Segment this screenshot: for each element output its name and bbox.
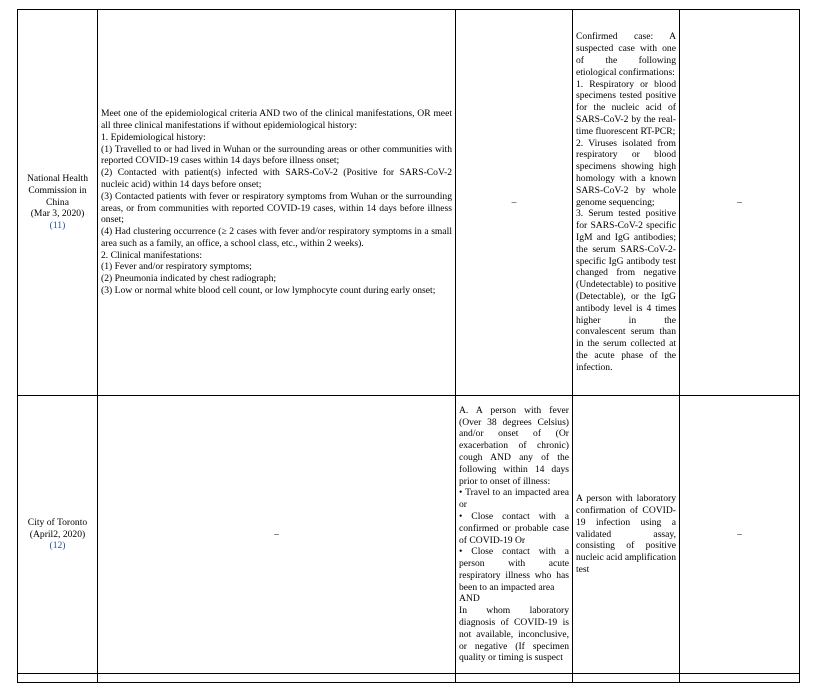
- definitions-table: [17, 9, 800, 683]
- source-name: City of Toronto: [27, 516, 88, 528]
- criteria-line: (2) Contacted with patient(s) infected with SARS-CoV-2 (Positive for SARS-CoV-2 nucleic acid) within 14 days before onset;: [101, 167, 452, 190]
- criteria-line: (1) Travelled to or had lived in Wuhan or the surrounding areas or other communities with reported COVID-19 cases within 14 days before illness onset;: [101, 143, 452, 167]
- criteria-line: (3) Contacted patients with fever or respiratory symptoms from Wuhan or the surrounding areas, or from communities with reported COVID-19 cases, within 14 days before illness onset;: [101, 190, 452, 226]
- criteria-line: (1) Fever and/or respiratory symptoms;: [101, 261, 252, 273]
- empty-cell: [18, 674, 98, 683]
- empty-cell: [98, 674, 456, 683]
- probable-line: A. A person with fever (Over 38 degrees Celsius) and/or onset of (Or exacerbation of chronic) cough AND any of the following within 14 days prior to onset of illness:: [459, 404, 569, 487]
- table-row: [18, 674, 800, 683]
- confirmed-line: 2. Viruses isolated from respiratory or blood specimens showing high homology with a known SARS-CoV-2 by whole genome sequencing;: [576, 137, 676, 208]
- probable-line: • Travel to an impacted area or: [459, 487, 569, 511]
- confirmed-case-cell: [573, 10, 680, 396]
- empty-cell: [456, 674, 573, 683]
- criteria-line: 1. Epidemiological history:: [101, 131, 206, 143]
- empty-cell: –: [680, 10, 800, 396]
- criteria-line: (2) Pneumonia indicated by chest radiograph;: [101, 273, 277, 285]
- criteria-line: (3) Low or normal white blood cell count, or low lymphocyte count during early onset;: [101, 285, 436, 297]
- criteria-line: 2. Clinical manifestations:: [101, 249, 202, 261]
- source-cell: [18, 10, 98, 396]
- table-row: [18, 396, 800, 674]
- confirmed-line: 1. Respiratory or blood specimens tested positive for the nucleic acid of SARS-CoV-2 by the real-time fluorescent RT-PCR;: [576, 78, 676, 137]
- empty-cell: –: [680, 396, 800, 674]
- source-date: (April2, 2020): [29, 528, 86, 540]
- source-cell: [18, 396, 98, 674]
- confirmed-case-cell: A person with laboratory confirmation of COVID-19 infection using a validated assay, consisting of positive nucleic acid amplification test: [573, 396, 680, 674]
- criteria-cell: [98, 10, 456, 396]
- criteria-intro: Meet one of the epidemiological criteria AND two of the clinical manifestations, OR meet all three clinical manifestations if without epidemiological history:: [101, 108, 452, 131]
- probable-case-cell: [456, 396, 573, 674]
- reference-link[interactable]: (11): [49, 220, 66, 232]
- confirmed-line: 3. Serum tested positive for SARS-CoV-2 specific IgM and IgG antibodies; the serum SARS-CoV-2-specific IgG antibody test changed from negative (Undetectable) to positive (Detectable), or the IgG antibody level is 4 times higher in the convalescent serum than in the serum collected at the acute phase of the infection.: [576, 208, 676, 373]
- source-date: (Mar 3, 2020): [30, 208, 85, 220]
- table-row: [18, 10, 800, 396]
- probable-line: AND: [459, 593, 480, 605]
- empty-cell: [680, 674, 800, 683]
- reference-link[interactable]: (12): [49, 540, 66, 552]
- empty-cell: –: [456, 10, 573, 396]
- probable-line: In whom laboratory diagnosis of COVID-19 is not available, inconclusive, or negative (If specimen quality or timing is suspect: [459, 605, 569, 664]
- empty-cell: –: [98, 396, 456, 674]
- confirmed-line: Confirmed case: A suspected case with one of the following etiological confirmations:: [576, 31, 676, 78]
- criteria-line: (4) Had clustering occurrence (≥ 2 cases with fever and/or respiratory symptoms in a small area such as a family, an office, a school class, etc., within 2 weeks).: [101, 226, 452, 249]
- empty-cell: [573, 674, 680, 683]
- probable-line: • Close contact with a person with acute respiratory illness who has been to an impacted area: [459, 546, 569, 593]
- source-name: National Health Commission in China: [26, 173, 88, 208]
- probable-line: • Close contact with a confirmed or probable case of COVID-19 Or: [459, 510, 569, 546]
